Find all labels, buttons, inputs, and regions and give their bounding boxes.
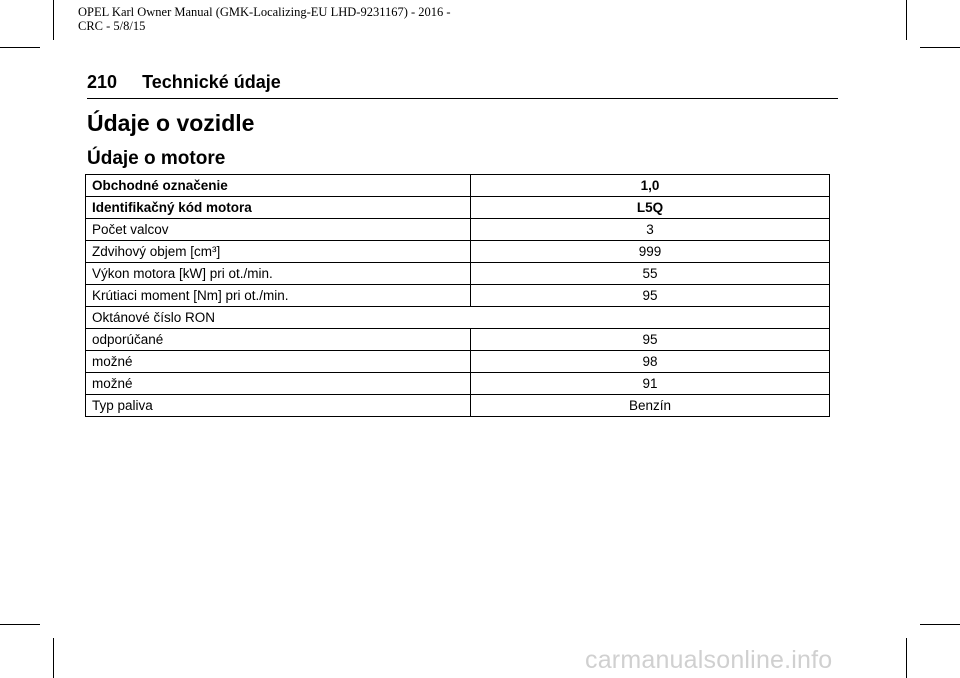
table-row [86, 329, 830, 351]
crop-mark [920, 624, 960, 625]
row-value: 999 [471, 241, 830, 263]
row-label: Oktánové číslo RON [86, 307, 830, 329]
crop-mark [53, 638, 54, 678]
table-row [86, 351, 830, 373]
row-label: Zdvihový objem [cm³] [86, 241, 471, 263]
table-row [86, 241, 830, 263]
crop-mark [906, 638, 907, 678]
row-label: odporúčané [86, 329, 471, 351]
row-label: Počet valcov [86, 219, 471, 241]
row-value: 91 [471, 373, 830, 395]
crop-mark [906, 0, 907, 40]
table-row [86, 307, 830, 329]
crop-mark [0, 47, 40, 48]
engine-data-table [85, 174, 830, 417]
row-value: 95 [471, 329, 830, 351]
header-divider [87, 98, 838, 99]
table-row [86, 395, 830, 417]
crop-mark [920, 47, 960, 48]
row-value: 1,0 [471, 175, 830, 197]
print-meta [78, 5, 451, 33]
row-value: Benzín [471, 395, 830, 417]
print-meta-line: OPEL Karl Owner Manual (GMK-Localizing-EU LHD-9231167) - 2016 - [78, 5, 451, 19]
page-heading: Údaje o vozidle [87, 110, 255, 136]
row-value: 55 [471, 263, 830, 285]
section-title: Technické údaje [142, 72, 281, 92]
row-value: 3 [471, 219, 830, 241]
print-meta-line: CRC - 5/8/15 [78, 19, 146, 33]
page-number: 210 [87, 72, 118, 92]
crop-mark [0, 624, 40, 625]
table-row [86, 285, 830, 307]
row-value: 95 [471, 285, 830, 307]
row-label: Obchodné označenie [86, 175, 471, 197]
row-label: Typ paliva [86, 395, 471, 417]
running-head [87, 72, 281, 93]
row-label: možné [86, 351, 471, 373]
row-label: Identifikačný kód motora [86, 197, 471, 219]
table-row [86, 175, 830, 197]
watermark: carmanualsonline.info [585, 646, 833, 674]
row-value: 98 [471, 351, 830, 373]
table-row [86, 219, 830, 241]
crop-mark [53, 0, 54, 40]
row-label: Výkon motora [kW] pri ot./min. [86, 263, 471, 285]
row-label: možné [86, 373, 471, 395]
table-row [86, 373, 830, 395]
table-row [86, 197, 830, 219]
section-subheading: Údaje o motore [87, 148, 226, 169]
table-row [86, 263, 830, 285]
row-value: L5Q [471, 197, 830, 219]
row-label: Krútiaci moment [Nm] pri ot./min. [86, 285, 471, 307]
